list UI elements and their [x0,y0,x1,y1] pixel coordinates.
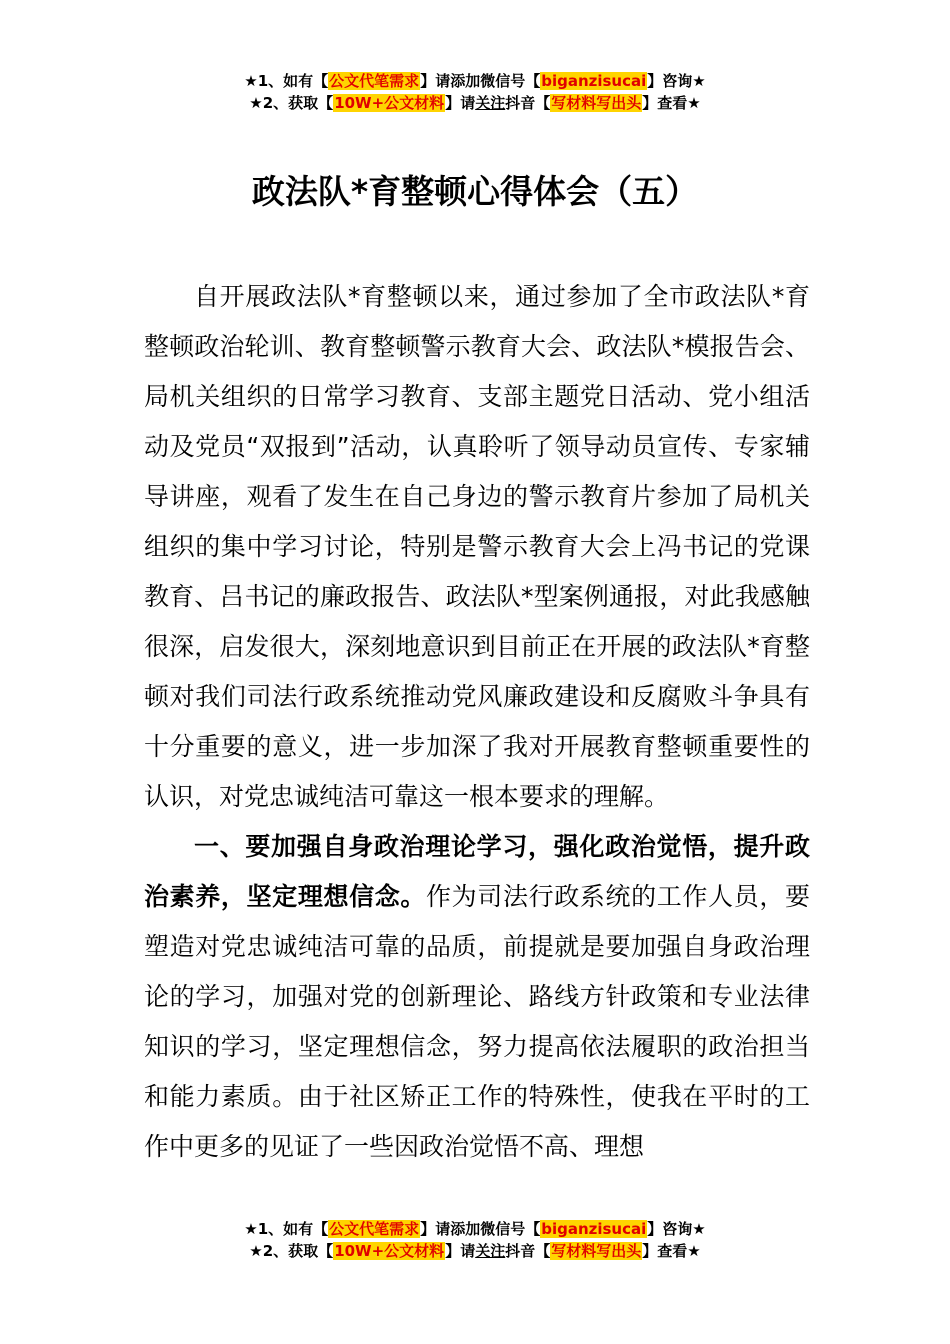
banner-underline-follow: 关注 [475,94,506,112]
banner-highlight-douyin: 写材料写出头 [551,1242,642,1260]
header-banner [0,70,950,114]
banner-highlight-douyin: 写材料写出头 [551,94,642,112]
document-body [144,272,810,1172]
banner-highlight-service: 公文代笔需求 [329,1220,420,1238]
document-title: 政法队*育整顿心得体会（五） [251,172,699,211]
banner-line-1: ★1、如有【公文代笔需求】请添加微信号【biganzisucai】咨询★ [244,1220,706,1238]
paragraph-intro: 自开展政法队*育整顿以来，通过参加了全市政法队*育整顿政治轮训、教育整顿警示教育大会、政法队*模报告会、局机关组织的日常学习教育、支部主题党日活动、党小组活动及党员“双报到”活动，认真聆听了领导动员宣传、专家辅导讲座，观看了发生在自己身边的警示教育片参加了局机关组织的集中学习讨论，特别是警示教育大会上冯书记的党课教育、吕书记的廉政报告、政法队*型案例通报，对此我感触很深，启发很大，深刻地意识到目前正在开展的政法队*育整顿对我们司法行政系统推动党风廉政建设和反腐败斗争具有十分重要的意义，进一步加深了我对开展教育整顿重要性的认识，对党忠诚纯洁可靠这一根本要求的理解。 [144,282,810,811]
banner-highlight-wechat: biganzisucai [541,1220,647,1238]
banner-line-2: ★2、获取【10W+公文材料】请关注抖音【写材料写出头】查看★ [249,94,701,112]
banner-line-2: ★2、获取【10W+公文材料】请关注抖音【写材料写出头】查看★ [249,1242,701,1260]
banner-highlight-materials: 10W+公文材料 [334,94,445,112]
paragraph-section-1: 一、要加强自身政治理论学习，强化政治觉悟，提升政治素养，坚定理想信念。作为司法行政系统的工作人员，要塑造对党忠诚纯洁可靠的品质，前提就是要加强自身政治理论的学习，加强对党的创新理论、路线方针政策和专业法律知识的学习，坚定理想信念，努力提高依法履职的政治担当和能力素质。由于社区矫正工作的特殊性，使我在平时的工作中更多的见证了一些因政治觉悟不高、理想 [144,832,810,1161]
banner-line-1: ★1、如有【公文代笔需求】请添加微信号【biganzisucai】咨询★ [244,72,706,90]
section-heading: 一、要加强自身政治理论学习，强化政治觉悟，提升政治素养，坚定理想信念。 [144,832,810,911]
banner-highlight-wechat: biganzisucai [541,72,647,90]
banner-highlight-service: 公文代笔需求 [329,72,420,90]
banner-highlight-materials: 10W+公文材料 [334,1242,445,1260]
footer-banner [0,1218,950,1262]
banner-underline-follow: 关注 [475,1242,506,1260]
